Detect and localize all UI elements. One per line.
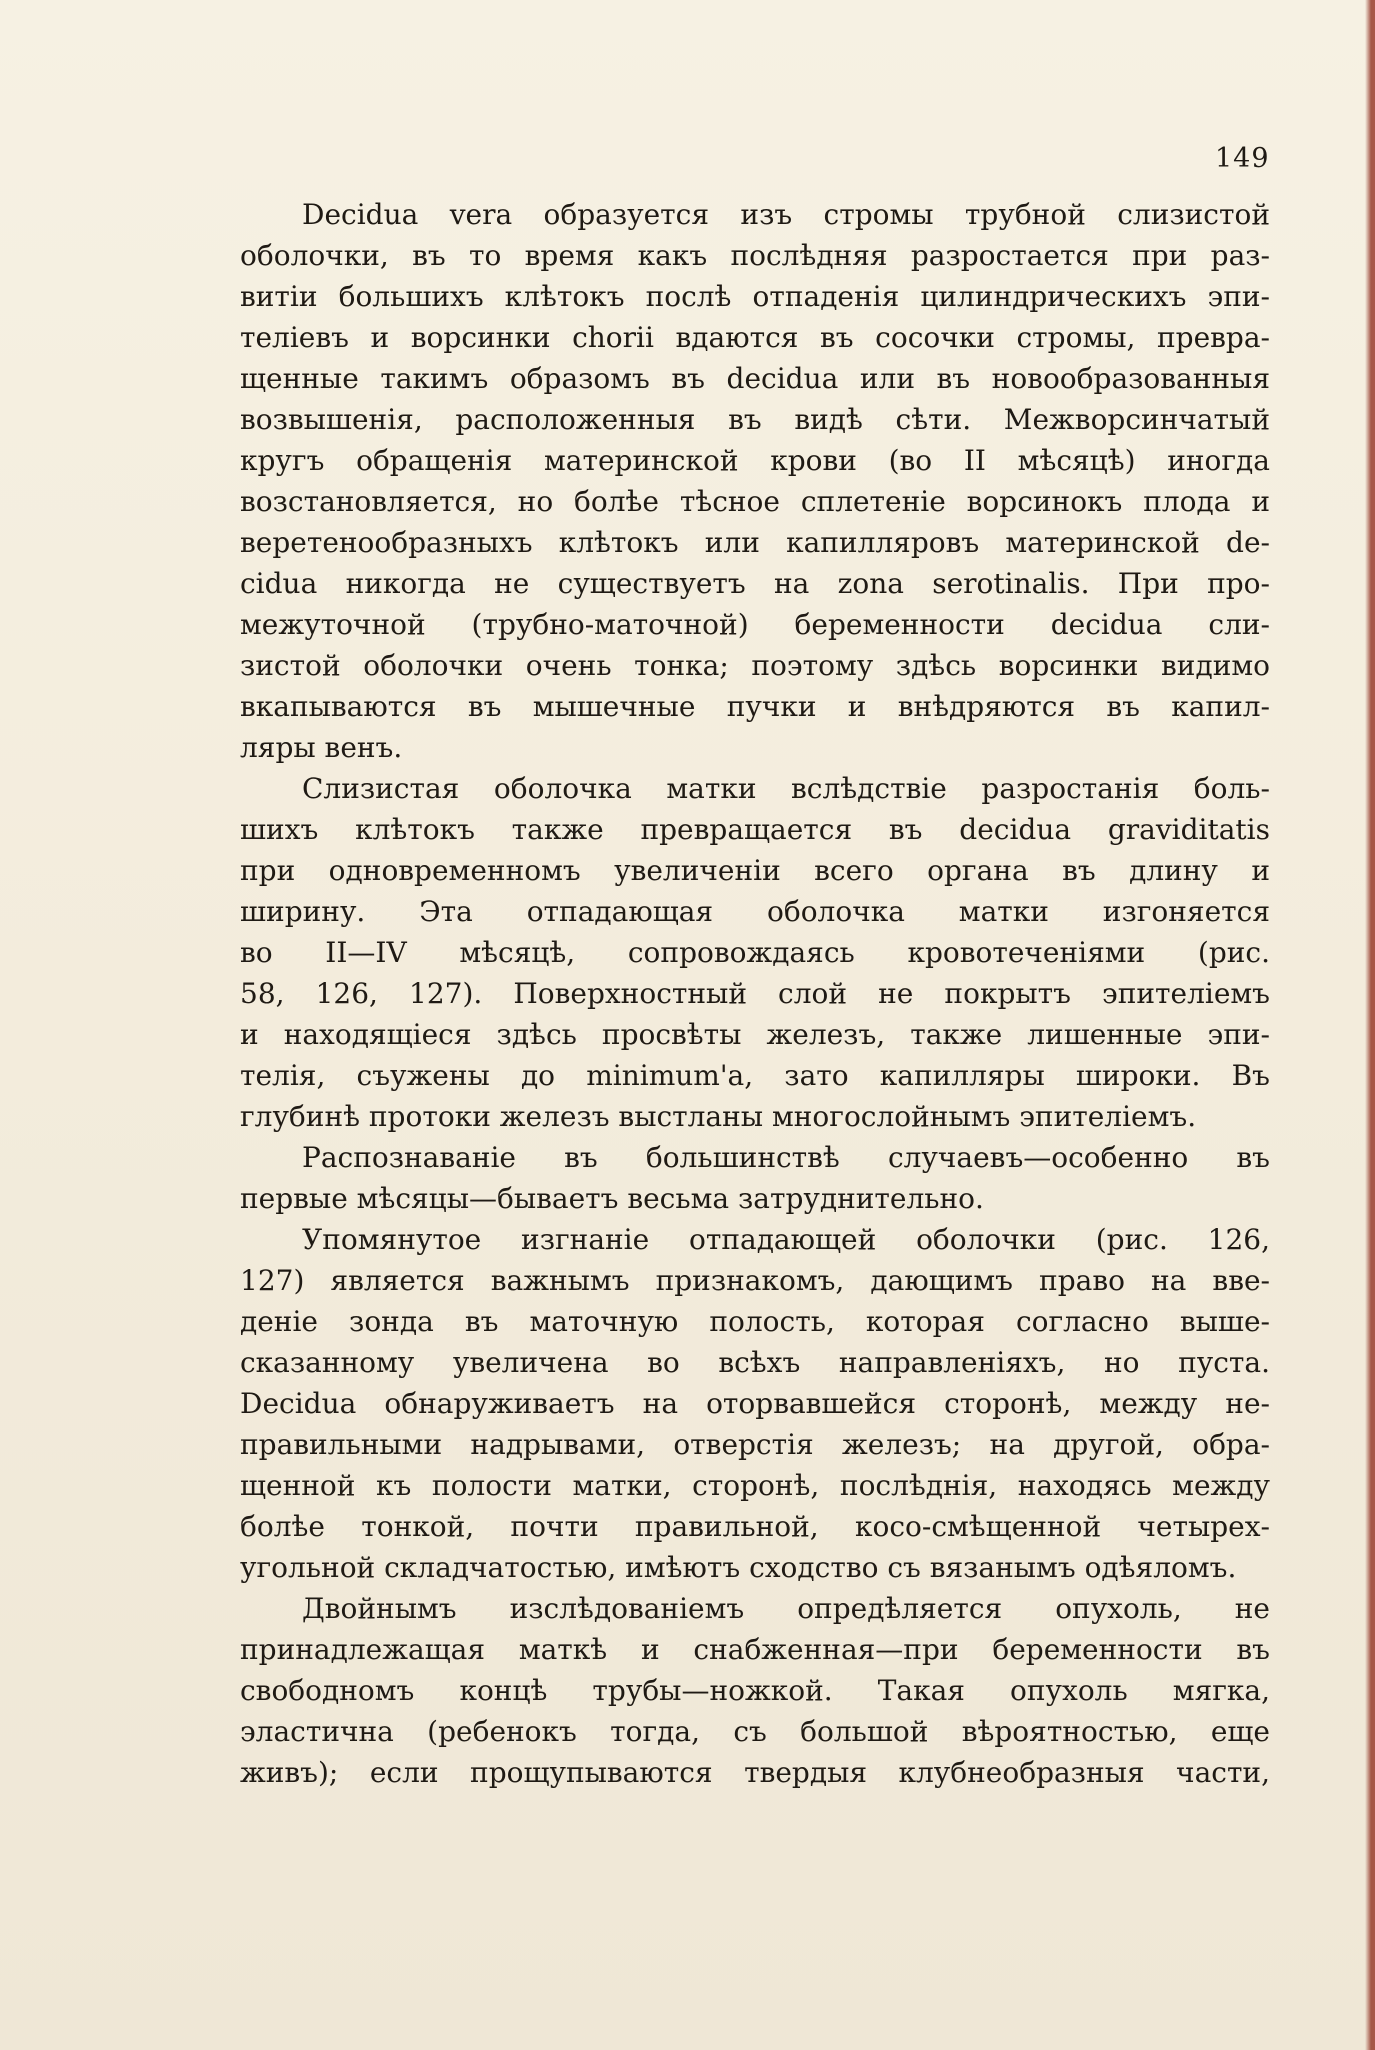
text-line: живъ); если прощупываются твердыя клубнеобразныя части, (240, 1756, 1270, 1789)
text-line: и находящіеся здѣсь просвѣты железъ, также лишенные эпи- (240, 1018, 1270, 1051)
text-line: ляры венъ. (240, 731, 403, 764)
text-line: угольной складчатостью, имѣютъ сходство съ вязанымъ одѣяломъ. (240, 1551, 1237, 1584)
text-line: веретенообразныхъ клѣтокъ или капилляровъ материнской de- (240, 526, 1270, 559)
text-line: свободномъ концѣ трубы—ножкой. Такая опухоль мягка, (240, 1674, 1270, 1707)
text-line: во II—IV мѣсяцѣ, сопровождаясь кровотеченіями (рис. (240, 936, 1270, 969)
text-line: сказанному увеличена во всѣхъ направленіяхъ, но пуста. (240, 1346, 1270, 1379)
text-line: щенные такимъ образомъ въ decidua или въ новообразованныя (240, 362, 1270, 395)
text-line: эластична (ребенокъ тогда, съ большой вѣроятностью, еще (240, 1715, 1270, 1748)
text-line: болѣе тонкой, почти правильной, косо-смѣщенной четырех- (240, 1510, 1270, 1543)
text-line: возвышенія, расположенныя въ видѣ сѣти. Межворсинчатый (240, 403, 1270, 436)
text-line: Упомянутое изгнаніе отпадающей оболочки (рис. 126, (302, 1223, 1270, 1256)
text-line: первые мѣсяцы—бываетъ весьма затруднительно. (240, 1182, 984, 1215)
text-line: глубинѣ протоки железъ выстланы многослойнымъ эпителіемъ. (240, 1100, 1197, 1133)
text-line: Двойнымъ изслѣдованіемъ опредѣляется опухоль, не (302, 1592, 1270, 1625)
text-line: Слизистая оболочка матки вслѣдствіе разростанія боль- (302, 772, 1270, 805)
text-line: возстановляется, но болѣе тѣсное сплетеніе ворсинокъ плода и (240, 485, 1270, 518)
text-line: при одновременномъ увеличеніи всего органа въ длину и (240, 854, 1270, 887)
text-line: правильными надрывами, отверстія железъ; на другой, обра- (240, 1428, 1270, 1461)
text-line: принадлежащая маткѣ и снабженная—при беременности въ (240, 1633, 1270, 1666)
text-line: теліевъ и ворсинки chorii вдаются въ сосочки стромы, превра- (240, 321, 1270, 354)
text-line: Decidua обнаруживаетъ на оторвавшейся сторонѣ, между не- (240, 1387, 1270, 1420)
page-number: 149 (1215, 143, 1270, 174)
text-line: межуточной (трубно-маточной) беременности decidua сли- (240, 608, 1270, 641)
text-line: Decidua vera образуется изъ стромы трубной слизистой (302, 198, 1270, 231)
text-line: 127) является важнымъ признакомъ, дающимъ право на вве- (240, 1264, 1270, 1297)
text-line: витіи большихъ клѣтокъ послѣ отпаденія цилиндрическихъ эпи- (240, 280, 1270, 313)
text-line: 58, 126, 127). Поверхностный слой не покрытъ эпителіемъ (240, 977, 1270, 1010)
text-line: деніе зонда въ маточную полость, которая согласно выше- (240, 1305, 1270, 1338)
text-line: ширину. Эта отпадающая оболочка матки изгоняется (240, 895, 1270, 928)
body-text (240, 194, 1270, 1793)
text-line: Распознаваніе въ большинствѣ случаевъ—особенно въ (302, 1141, 1270, 1174)
text-line: кругъ обращенія материнской крови (во II мѣсяцѣ) иногда (240, 444, 1270, 477)
text-line: вкапываются въ мышечные пучки и внѣдряются въ капил- (240, 690, 1270, 723)
text-line: щенной къ полости матки, сторонѣ, послѣднія, находясь между (240, 1469, 1270, 1502)
page-edge (1365, 0, 1375, 2050)
text-line: оболочки, въ то время какъ послѣдняя разростается при раз- (240, 239, 1270, 272)
text-line: телія, съужены до minimum'a, зато капилляры широки. Въ (240, 1059, 1270, 1092)
text-line: шихъ клѣтокъ также превращается въ decidua graviditatis (240, 813, 1270, 846)
text-line: зистой оболочки очень тонка; поэтому здѣсь ворсинки видимо (240, 649, 1270, 682)
text-line: cidua никогда не существуетъ на zona serotinalis. При про- (240, 567, 1270, 600)
